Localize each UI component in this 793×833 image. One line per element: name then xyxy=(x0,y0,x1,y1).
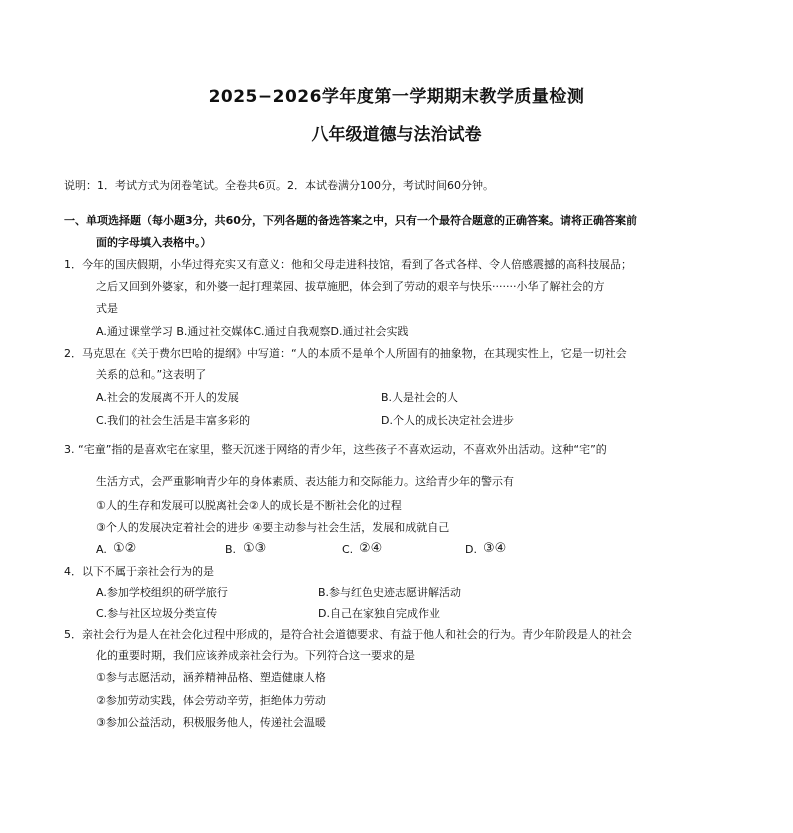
question-1-stem-end: 式是 xyxy=(96,302,118,315)
section-heading: 一、单项选择题（每小题3分，共60分，下列各题的备选答案之中，只有一个最符合题意的正确答案。请将正确答案前 xyxy=(64,214,637,227)
question-2-option-a: A.社会的发展离不开人的发展 xyxy=(96,391,239,404)
question-4-option-d: D.自己在家独自完成作业 xyxy=(318,607,440,620)
question-1-options: A.通过课堂学习 B.通过社交媒体C.通过自我观察D.通过社会实践 xyxy=(96,325,409,338)
question-3-option-b-text: ①③ xyxy=(243,541,267,556)
question-3-option-b-letter: B. xyxy=(225,543,237,556)
question-5-statement-3: ③参加公益活动，积极服务他人，传递社会温暖 xyxy=(96,716,326,729)
question-2-stem-cont: 关系的总和。”这表明了 xyxy=(96,368,207,381)
question-4-option-b: B.参与红色史迹志愿讲解活动 xyxy=(318,586,462,599)
question-3-stem-cont: 生活方式，会严重影响青少年的身体素质、表达能力和交际能力。这给青少年的警示有 xyxy=(96,475,514,488)
question-5-statement-1: ①参与志愿活动，涵养精神品格、塑造健康人格 xyxy=(96,671,326,684)
question-5-statement-2: ②参加劳动实践，体会劳动辛劳，拒绝体力劳动 xyxy=(96,694,326,707)
question-3-option-d-letter: D. xyxy=(465,543,477,556)
question-3-statements-1: ①人的生存和发展可以脱离社会②人的成长是不断社会化的过程 xyxy=(96,499,402,512)
question-3-option-d-text: ③④ xyxy=(483,541,507,556)
question-3-option-a-text: ①② xyxy=(113,541,137,556)
question-4-option-a: A.参加学校组织的研学旅行 xyxy=(96,586,228,599)
question-3-option-c-text: ②④ xyxy=(359,541,383,556)
question-3-statements-2: ③个人的发展决定着社会的进步 ④要主动参与社会生活，发展和成就自己 xyxy=(96,521,450,534)
section-heading-cont: 面的字母填入表格中。） xyxy=(96,236,212,249)
question-5-stem: 5．亲社会行为是人在社会化过程中形成的，是符合社会道德要求、有益于他人和社会的行为。青少年阶段是人的社会 xyxy=(64,628,632,641)
question-3-stem: 3. “宅童”指的是喜欢宅在家里，整天沉迷于网络的青少年，这些孩子不喜欢运动，不喜欢外出活动。这种“宅”的 xyxy=(64,443,607,456)
question-3-option-a-letter: A. xyxy=(96,543,107,556)
question-4-option-c: C.参与社区垃圾分类宣传 xyxy=(96,607,218,620)
exam-title: 2025−2026学年度第一学期期末教学质量检测 xyxy=(208,87,585,107)
question-5-stem-cont: 化的重要时期，我们应该养成亲社会行为。下列符合这一要求的是 xyxy=(96,649,415,662)
question-2-option-d: D.个人的成长决定社会进步 xyxy=(381,414,514,427)
question-1-stem: 1．今年的国庆假期，小华过得充实又有意义：他和父母走进科技馆，看到了各式各样、令人倍感震撼的高科技展品； xyxy=(64,258,632,271)
question-4-stem: 4．以下不属于亲社会行为的是 xyxy=(64,565,214,578)
question-1-stem-cont: 之后又回到外婆家，和外婆一起打理菜园、拔草施肥，体会到了劳动的艰辛与快乐·······小华了解社会的方 xyxy=(96,280,605,293)
exam-subtitle: 八年级道德与法治试卷 xyxy=(311,125,482,145)
question-3-option-c-letter: C. xyxy=(342,543,354,556)
exam-instructions: 说明：1．考试方式为闭卷笔试。全卷共6页。2．本试卷满分100分，考试时间60分钟。 xyxy=(64,179,494,192)
question-2-option-b: B.人是社会的人 xyxy=(381,391,459,404)
question-2-option-c: C.我们的社会生活是丰富多彩的 xyxy=(96,414,251,427)
question-2-stem: 2．马克思在《关于费尔巴哈的提纲》中写道：“人的本质不是单个人所固有的抽象物，在其现实性上，它是一切社会 xyxy=(64,347,627,360)
